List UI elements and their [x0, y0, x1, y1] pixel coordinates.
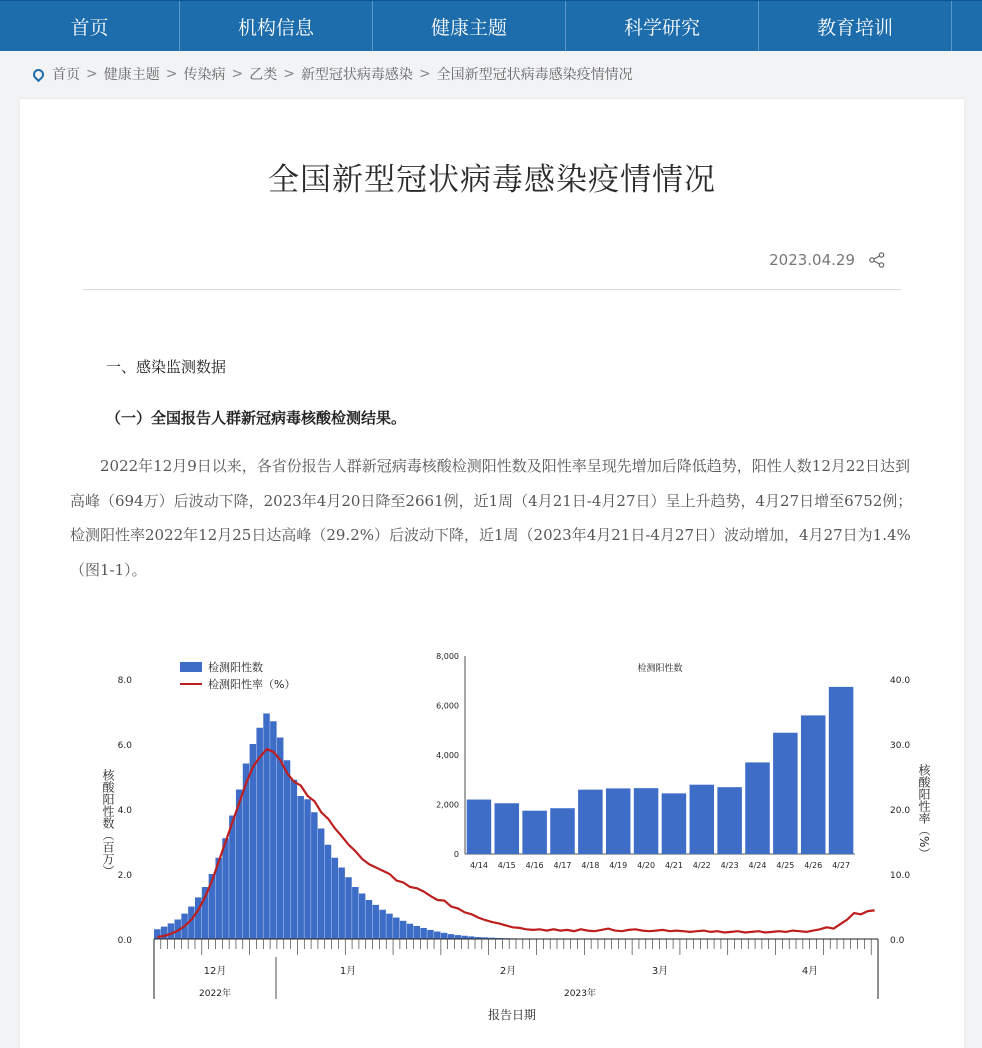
inset-x-label: 4/25 [776, 861, 795, 870]
month-label: 1月 [339, 966, 357, 977]
bar-positives [386, 914, 392, 939]
inset-bar [690, 785, 715, 854]
article-paragraph: 2022年12月9日以来，各省份报告人群新冠病毒核酸检测阳性数及阳性率呈现先增加后降低趋势，阳性人数12月22日达到高峰（694万）后波动下降，2023年4月20日降至2661例，近1周（4月21日-4月27日）呈上升趋势，4月27日增至6752例；检测阳性率2022年12月25日达高峰（29.2%）后波动下降，近1周（2023年4月21日-4月27日）波动增加，4月27日为1.4%（图1-1）。 [70, 457, 913, 579]
inset-bar [522, 811, 547, 854]
inset-x-label: 4/18 [581, 861, 600, 870]
bar-positives [229, 816, 235, 940]
inset-bar [829, 687, 854, 854]
breadcrumb-separator: > [231, 66, 244, 82]
left-tick-label: 8.0 [117, 676, 132, 686]
inset-x-label: 4/16 [525, 861, 544, 870]
inset-bar [745, 762, 770, 854]
nav-home[interactable]: 首页 [0, 1, 180, 51]
breadcrumb-home[interactable]: 首页 [52, 67, 80, 83]
bar-positives [284, 760, 290, 939]
legend-label-bars: 检测阳性数 [208, 661, 263, 674]
share-icon[interactable] [868, 251, 886, 269]
inset-x-label: 4/17 [553, 861, 572, 870]
nav-health-topics[interactable]: 健康主题 [373, 1, 566, 51]
inset-title: 检测阳性数 [637, 664, 683, 674]
bar-positives [420, 928, 426, 939]
inset-bar [550, 808, 575, 854]
breadcrumb-separator: > [86, 66, 98, 82]
right-axis-title: 核酸阳性率（%） [917, 764, 931, 860]
bar-positives [277, 738, 283, 940]
x-axis-title: 报告日期 [487, 1008, 537, 1022]
year-label: 2023年 [564, 989, 596, 999]
inset-x-label: 4/21 [664, 861, 683, 870]
inset-x-label: 4/27 [832, 861, 851, 870]
inset-bar [662, 793, 687, 854]
bar-positives [291, 780, 297, 939]
bar-positives [311, 812, 317, 939]
inset-tick-label: 8,000 [436, 652, 459, 661]
right-tick-label: 20.0 [890, 806, 911, 816]
covid-chart [80, 639, 931, 1039]
bar-positives [414, 926, 420, 939]
bar-positives [400, 921, 406, 939]
bar-positives [407, 924, 413, 939]
inset-tick-label: 4,000 [436, 751, 459, 760]
bar-positives [373, 905, 379, 939]
inset-tick-label: 0 [453, 850, 459, 859]
right-tick-label: 40.0 [890, 676, 911, 686]
year-label: 2022年 [199, 989, 231, 999]
inset-x-label: 4/14 [469, 861, 488, 870]
inset-bar [717, 787, 742, 854]
breadcrumb-current: 全国新型冠状病毒感染疫情情况 [436, 67, 633, 83]
inset-bar [578, 790, 603, 854]
bar-positives [434, 932, 440, 939]
inset-x-label: 4/23 [720, 861, 739, 870]
right-tick-label: 30.0 [890, 741, 911, 751]
bar-positives [366, 900, 372, 939]
nav-research[interactable]: 科学研究 [566, 1, 759, 51]
inset-bar [467, 800, 492, 854]
left-tick-label: 2.0 [117, 871, 132, 881]
bar-positives [318, 829, 324, 940]
breadcrumb-class-b[interactable]: 乙类 [249, 67, 278, 83]
inset-bar [606, 788, 631, 854]
inset-x-label: 4/24 [748, 861, 767, 870]
publish-date: 2023.04.29 [769, 251, 855, 269]
legend-label-line: 检测阳性率（%） [208, 678, 296, 691]
article-panel [20, 99, 964, 1048]
legend-swatch-bars [180, 662, 202, 672]
subsection-heading: （一）全国报告人群新冠病毒核酸检测结果。 [106, 409, 407, 427]
month-label: 2月 [499, 966, 517, 977]
nav-spacer [952, 1, 982, 51]
inset-bar [773, 733, 798, 854]
left-tick-label: 6.0 [117, 741, 132, 751]
bar-positives [332, 858, 338, 939]
inset-x-label: 4/19 [609, 861, 628, 870]
location-pin-icon [31, 66, 47, 82]
nav-education[interactable]: 教育培训 [759, 1, 952, 51]
chart-svg [80, 639, 931, 1039]
left-tick-label: 0.0 [117, 936, 132, 946]
bar-positives [448, 934, 454, 939]
inset-bar [634, 788, 659, 854]
inset-x-label: 4/26 [804, 861, 823, 870]
breadcrumb-covid[interactable]: 新型冠状病毒感染 [300, 67, 413, 83]
page-title: 全国新型冠状病毒感染疫情情况 [268, 162, 716, 198]
left-axis-title: 核酸阳性数（百万） [101, 769, 115, 877]
breadcrumb-separator: > [283, 66, 295, 82]
bar-positives [304, 799, 310, 939]
bar-positives [379, 910, 385, 939]
bar-positives [441, 933, 447, 939]
inset-tick-label: 6,000 [436, 701, 459, 711]
bar-positives [455, 935, 461, 939]
bar-positives [352, 887, 358, 939]
right-tick-label: 0.0 [890, 936, 905, 946]
article-meta [769, 251, 886, 269]
bar-positives [168, 923, 174, 939]
breadcrumb-separator: > [418, 66, 431, 82]
bar-positives [222, 838, 228, 939]
breadcrumb-health-topics[interactable]: 健康主题 [103, 67, 160, 83]
nav-institution[interactable]: 机构信息 [180, 1, 373, 51]
inset-x-label: 4/15 [497, 861, 516, 870]
bar-positives [297, 796, 303, 939]
bar-positives [359, 894, 365, 940]
title-divider [83, 289, 901, 290]
month-label: 4月 [801, 966, 819, 977]
left-tick-label: 4.0 [117, 806, 132, 816]
inset-x-label: 4/20 [637, 861, 656, 870]
section-heading: 一、感染监测数据 [106, 358, 227, 376]
breadcrumb [0, 51, 982, 97]
inset-x-label: 4/22 [692, 861, 711, 870]
right-tick-label: 10.0 [890, 871, 911, 881]
bar-positives [338, 868, 344, 940]
inset-tick-label: 2,000 [436, 800, 459, 810]
breadcrumb-infectious[interactable]: 传染病 [183, 67, 226, 83]
month-label: 3月 [651, 966, 669, 977]
inset-bar [801, 715, 826, 854]
bar-positives [263, 713, 269, 939]
bar-positives [345, 877, 351, 939]
top-nav [0, 0, 982, 51]
breadcrumb-separator: > [165, 66, 178, 82]
bar-positives [393, 918, 399, 939]
bar-positives [427, 930, 433, 939]
month-label: 12月 [203, 966, 227, 977]
bar-positives [325, 845, 331, 939]
inset-bar [495, 803, 520, 854]
